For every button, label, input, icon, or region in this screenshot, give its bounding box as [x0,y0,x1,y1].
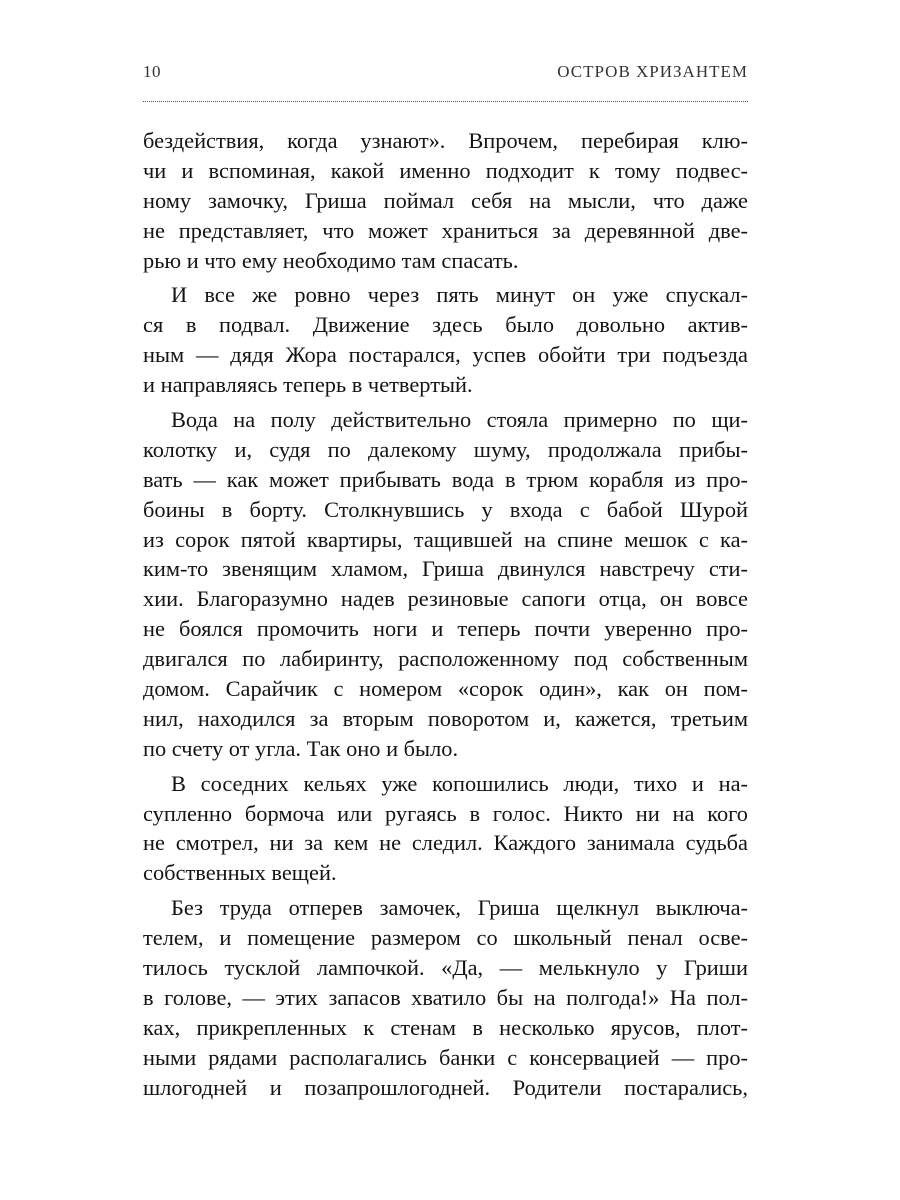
text-line: двигался по лабиринту, расположенному под собственным [143,646,748,672]
text-line: ными рядами располагались банки с консервацией — про- [143,1044,748,1070]
text-line: в голове, — этих запасов хватило бы на полгода!» На пол- [143,984,748,1010]
text-line: не боялся промочить ноги и теперь почти уверенно про- [143,616,748,642]
text-line: супленно бормоча или ругаясь в голос. Никто ни на кого [143,800,748,826]
text-line: Без труда отперев замочек, Гриша щелкнул выключа- [171,895,748,921]
text-line: телем, и помещение размером со школьный пенал осве- [143,925,748,951]
running-head [143,62,748,86]
text-line: ся в подвал. Движение здесь было довольно актив- [143,312,748,338]
paragraph-1 [143,126,748,275]
book-title: ОСТРОВ ХРИЗАНТЕМ [557,62,748,81]
text-line: бездействия, когда узнают». Впрочем, перебирая клю- [143,128,748,153]
text-line: вать — как может прибывать вода в трюм корабля из про- [143,466,748,492]
paragraph-5 [143,893,748,1102]
text-line: ках, прикрепленных к стенам в несколько ярусов, плот- [143,1014,748,1040]
text-line: рью и что ему необходимо там спасать. [143,247,519,273]
paragraph-4 [143,769,748,889]
text-line: колотку и, судя по далекому шуму, продолжала прибы- [143,436,748,462]
text-line: по счету от угла. Так оно и было. [143,735,459,761]
header-divider [143,101,748,102]
text-line: хии. Благоразумно надев резиновые сапоги отца, он вовсе [143,586,748,612]
text-line: чи и вспоминая, какой именно подходит к тому подвес- [143,157,748,183]
text-line: ным — дядя Жора постарался, успев обойти три подъезда [143,342,748,368]
text-line: нил, находился за вторым поворотом и, кажется, третьим [143,705,748,731]
text-line: ким-то звенящим хламом, Гриша двинулся навстречу сти- [143,556,748,582]
text-line: не смотрел, ни за кем не следил. Каждого занимала судьба [143,830,748,856]
text-line: домом. Сарайчик с номером «сорок один», как он пом- [143,676,748,702]
text-line: собственных вещей. [143,860,337,886]
text-line: не представляет, что может храниться за деревянной две- [143,217,748,243]
text-line: из сорок пятой квартиры, тащившей на спине мешок с ка- [143,526,748,552]
text-line: Вода на полу действительно стояла примерно по щи- [171,407,748,433]
text-line: боины в борту. Столкнувшись у входа с бабой Шурой [143,496,748,522]
page-number: 10 [143,62,161,81]
text-line: ному замочку, Гриша поймал себя на мысли, что даже [143,187,748,213]
text-line: и направляясь теперь в четвертый. [143,372,473,398]
body-text [143,126,748,1103]
text-line: В соседних кельях уже копошились люди, тихо и на- [171,770,748,796]
text-line: тилось тусклой лампочкой. «Да, — мелькнуло у Гриши [143,955,748,981]
text-line: шлогодней и позапрошлогодней. Родители постарались, [143,1074,748,1100]
text-line: И все же ровно через пять минут он уже спускал- [171,282,748,308]
paragraph-3 [143,405,748,764]
paragraph-2 [143,280,748,400]
